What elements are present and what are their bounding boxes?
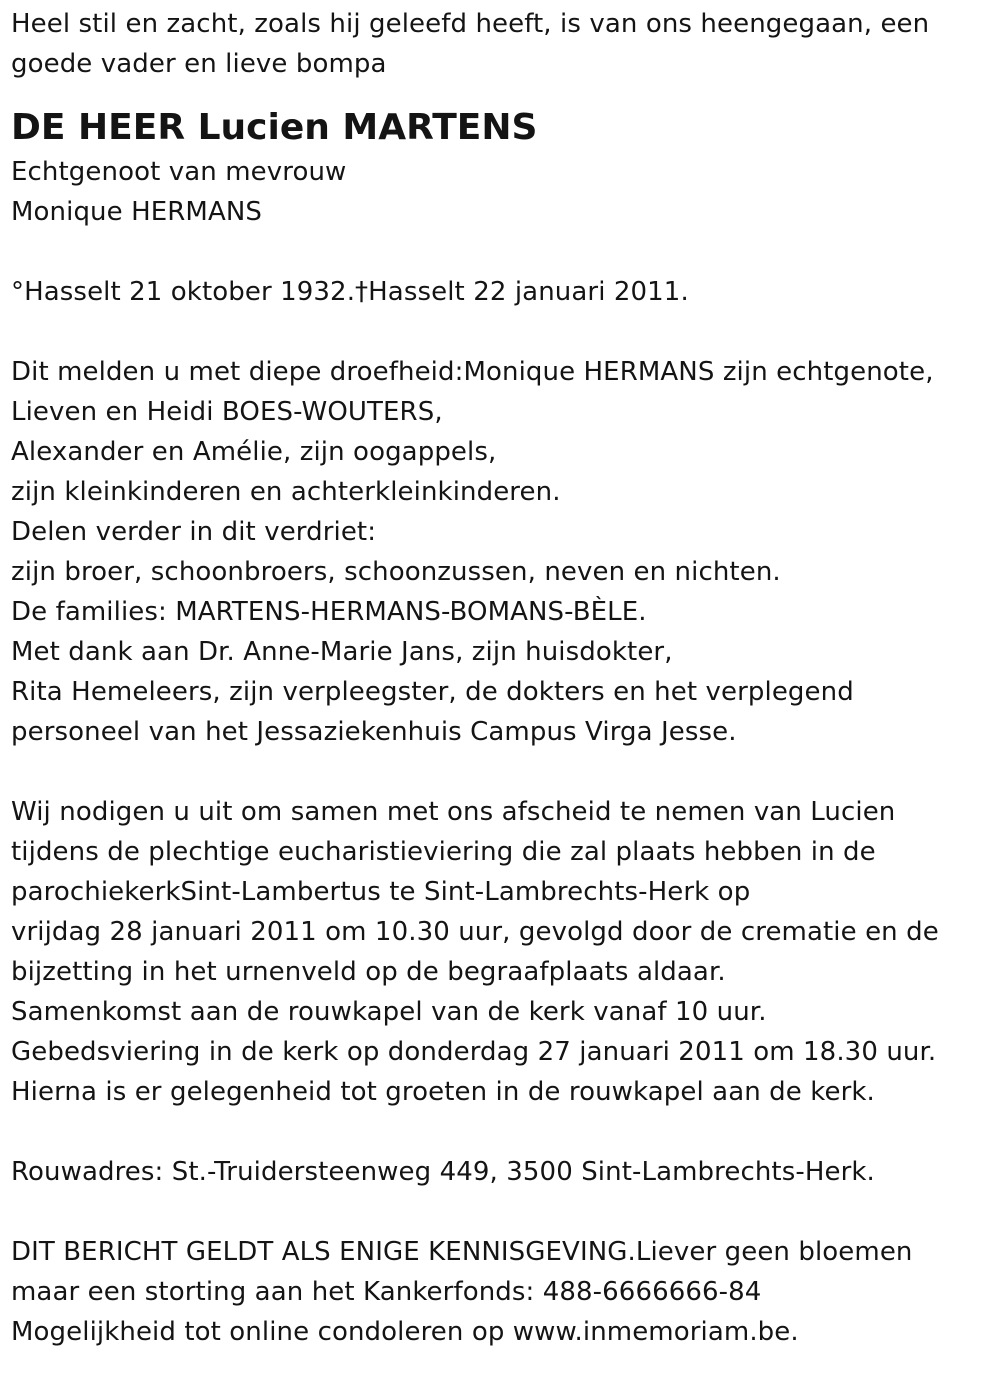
spacer bbox=[11, 1112, 991, 1152]
closing-line: maar een storting aan het Kankerfonds: 488-6666666-84 bbox=[11, 1277, 762, 1307]
ceremony-line: bijzetting in het urnenveld op de begraafplaats aldaar. bbox=[11, 957, 726, 987]
closing-paragraph bbox=[11, 1232, 991, 1352]
ceremony-line: Samenkomst aan de rouwkapel van de kerk vanaf 10 uur. bbox=[11, 997, 767, 1027]
spacer bbox=[11, 1192, 991, 1232]
obituary-notice bbox=[11, 4, 991, 1352]
closing-line: DIT BERICHT GELDT ALS ENIGE KENNISGEVING.Liever geen bloemen bbox=[11, 1237, 913, 1267]
family-line: personeel van het Jessaziekenhuis Campus Virga Jesse. bbox=[11, 717, 737, 747]
family-line: Met dank aan Dr. Anne-Marie Jans, zijn huisdokter, bbox=[11, 637, 673, 667]
family-line: Delen verder in dit verdriet: bbox=[11, 517, 377, 547]
deceased-name: DE HEER Lucien MARTENS bbox=[11, 107, 538, 148]
ceremony-line: Gebedsviering in de kerk op donderdag 27 januari 2011 om 18.30 uur. bbox=[11, 1037, 937, 1067]
spouse-line: Echtgenoot van mevrouw bbox=[11, 157, 347, 187]
spouse-paragraph bbox=[11, 152, 991, 232]
family-line: Alexander en Amélie, zijn oogappels, bbox=[11, 437, 497, 467]
ceremony-line: tijdens de plechtige eucharistieviering die zal plaats hebben in de bbox=[11, 837, 876, 867]
spacer bbox=[11, 84, 991, 104]
intro-line: goede vader en lieve bompa bbox=[11, 49, 387, 79]
family-line: Dit melden u met diepe droefheid:Monique HERMANS zijn echtgenote, bbox=[11, 357, 934, 387]
ceremony-line: vrijdag 28 januari 2011 om 10.30 uur, gevolgd door de crematie en de bbox=[11, 917, 939, 947]
mourning-address: Rouwadres: St.-Truidersteenweg 449, 3500 Sint-Lambrechts-Herk. bbox=[11, 1157, 875, 1187]
intro-paragraph bbox=[11, 4, 991, 84]
intro-line: Heel stil en zacht, zoals hij geleefd heeft, is van ons heengegaan, een bbox=[11, 9, 930, 39]
family-paragraph bbox=[11, 352, 991, 752]
family-line: De families: MARTENS-HERMANS-BOMANS-BÈLE. bbox=[11, 597, 647, 627]
ceremony-line: Hierna is er gelegenheid tot groeten in de rouwkapel aan de kerk. bbox=[11, 1077, 875, 1107]
spacer bbox=[11, 312, 991, 352]
family-line: zijn broer, schoonbroers, schoonzussen, neven en nichten. bbox=[11, 557, 781, 587]
ceremony-paragraph bbox=[11, 792, 991, 1112]
closing-line: Mogelijkheid tot online condoleren op www.inmemoriam.be. bbox=[11, 1317, 799, 1347]
family-line: Rita Hemeleers, zijn verpleegster, de dokters en het verplegend bbox=[11, 677, 854, 707]
spacer bbox=[11, 752, 991, 792]
family-line: Lieven en Heidi BOES-WOUTERS, bbox=[11, 397, 443, 427]
spacer bbox=[11, 232, 991, 272]
family-line: zijn kleinkinderen en achterkleinkinderen. bbox=[11, 477, 561, 507]
birth-death-dates: °Hasselt 21 oktober 1932.†Hasselt 22 januari 2011. bbox=[11, 277, 689, 307]
ceremony-line: parochiekerkSint-Lambertus te Sint-Lambrechts-Herk op bbox=[11, 877, 751, 907]
spouse-line: Monique HERMANS bbox=[11, 197, 263, 227]
ceremony-line: Wij nodigen u uit om samen met ons afscheid te nemen van Lucien bbox=[11, 797, 896, 827]
